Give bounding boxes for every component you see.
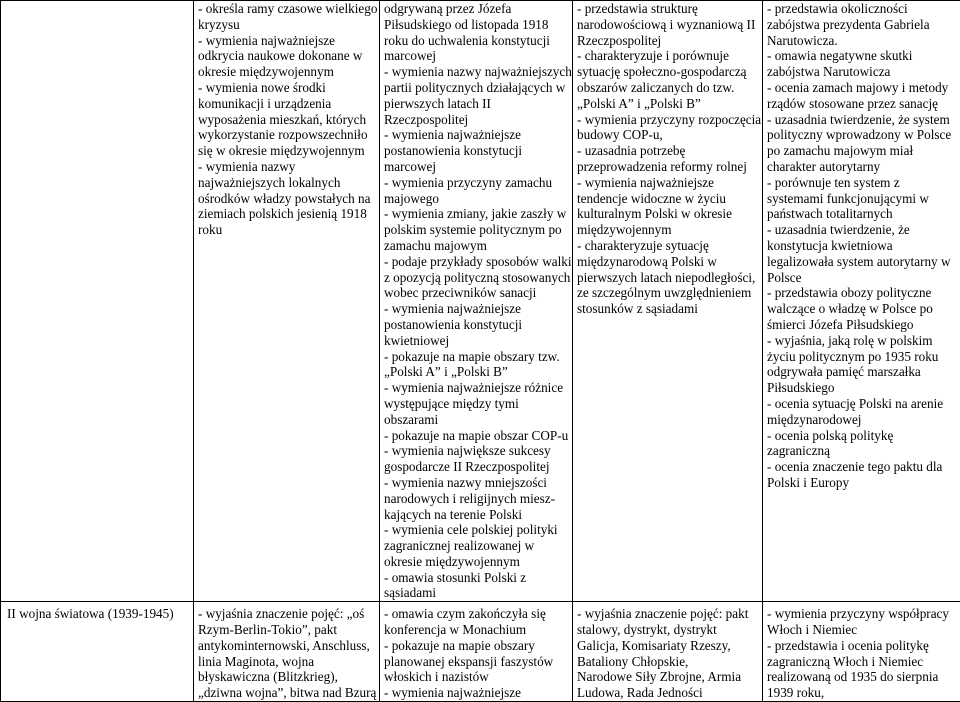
text-line: polityczny wprowadzony w Polsce: [767, 127, 960, 143]
text-line: odgrywaną przez Józefa: [384, 1, 572, 17]
text-line: - charakteryzuje sytuację: [577, 238, 762, 254]
text-line: - ocenia polską politykę: [767, 428, 960, 444]
text-line: kwietniowej: [384, 333, 572, 349]
table-row: [1, 602, 960, 702]
text-line: kających na terenie Polski: [384, 507, 572, 523]
text-line: systemami funkcjonującymi w: [767, 191, 960, 207]
text-line: - ocenia zamach majowy i metody: [767, 80, 960, 96]
period-label: II wojna światowa (1939-1945): [5, 606, 174, 621]
text-line: wyposażenia mieszkań, których: [198, 112, 379, 128]
text-line: partii politycznych działających w: [384, 80, 572, 96]
text-line: tendencje widoczne w życiu: [577, 191, 762, 207]
text-line: śmierci Józefa Piłsudskiego: [767, 317, 960, 333]
text-line: - wymienia nazwy najważniejszych: [384, 64, 572, 80]
text-line: komunikacji i urządzenia: [198, 96, 379, 112]
text-line: - wymienia najważniejsze: [384, 685, 572, 701]
requirement-cell: [194, 1, 380, 602]
text-line: wykorzystanie rozpowszechniło: [198, 127, 379, 143]
period-label: [5, 1, 7, 16]
text-line: - wymienia najważniejsze: [384, 127, 572, 143]
text-line: planowanej ekspansji faszystów: [384, 654, 572, 670]
text-line: roku do uchwalenia konstytucji: [384, 33, 572, 49]
text-line: przeprowadzenia reformy rolnej: [577, 159, 762, 175]
text-line: po zamachu majowym miał: [767, 143, 960, 159]
text-line: zagraniczną Włoch i Niemiec: [767, 654, 960, 670]
text-line: włoskich i nazistów: [384, 669, 572, 685]
text-line: państwach totalitarnych: [767, 206, 960, 222]
text-line: narodowych i religijnych miesz-: [384, 491, 572, 507]
text-line: międzywojennym: [577, 222, 762, 238]
text-line: - przedstawia obozy polityczne: [767, 285, 960, 301]
text-line: - wyjaśnia znaczenie pojęć: pakt: [577, 606, 762, 622]
text-line: - przedstawia i ocenia politykę: [767, 638, 960, 654]
text-line: 1939 roku,: [767, 685, 960, 701]
text-line: „dziwna wojna”, bitwa nad Bzurą: [198, 685, 379, 701]
text-line: linia Maginota, wojna: [198, 654, 379, 670]
text-line: sytuację społeczno-gospodarczą: [577, 64, 762, 80]
requirement-cell: [380, 1, 573, 602]
text-line: „Polski A” i „Polski B”: [577, 96, 762, 112]
text-line: postanowienia konstytucji: [384, 143, 572, 159]
text-line: budowy COP-u,: [577, 127, 762, 143]
text-line: Bataliony Chłopskie,: [577, 654, 762, 670]
text-line: - wyjaśnia, jaką rolę w polskim: [767, 333, 960, 349]
text-line: roku: [198, 222, 379, 238]
text-line: majowego: [384, 191, 572, 207]
requirement-cell: [380, 602, 573, 702]
text-line: Rzeczpospolitej: [384, 112, 572, 128]
text-line: - wymienia najważniejsze: [577, 175, 762, 191]
text-line: - pokazuje na mapie obszar COP-u: [384, 428, 572, 444]
text-line: Ludowa, Rada Jedności: [577, 685, 762, 701]
text-line: realizowaną od 1935 do sierpnia: [767, 669, 960, 685]
text-line: międzynarodowej: [767, 412, 960, 428]
text-line: ze szczególnym uwzględnieniem: [577, 285, 762, 301]
text-line: - wymienia nowe środki: [198, 80, 379, 96]
requirement-cell: [573, 602, 763, 702]
text-line: kryzysu: [198, 17, 379, 33]
text-line: gospodarcze II Rzeczpospolitej: [384, 459, 572, 475]
text-line: pierwszych latach II: [384, 96, 572, 112]
text-line: charakter autorytarny: [767, 159, 960, 175]
text-line: Galicja, Komisariaty Rzeszy,: [577, 638, 762, 654]
text-line: rządów stosowane przez sanację: [767, 96, 960, 112]
text-line: - ocenia sytuację Polski na arenie: [767, 396, 960, 412]
text-line: międzynarodową Polski w: [577, 254, 762, 270]
text-line: - wymienia najważniejsze różnice: [384, 380, 572, 396]
text-line: - ocenia znaczenie tego paktu dla: [767, 459, 960, 475]
text-line: - podaje przykłady sposobów walki: [384, 254, 572, 270]
requirement-cell: [194, 602, 380, 702]
text-line: Rzeczpospolitej: [577, 33, 762, 49]
text-line: - wymienia najważniejsze: [198, 33, 379, 49]
text-line: - omawia stosunki Polski z: [384, 570, 572, 586]
text-line: - wymienia przyczyny zamachu: [384, 175, 572, 191]
text-line: - przedstawia okoliczności: [767, 1, 960, 17]
text-line: Włoch i Niemiec: [767, 622, 960, 638]
text-line: najważniejszych lokalnych: [198, 175, 379, 191]
text-line: marcowej: [384, 48, 572, 64]
text-line: - wymienia zmiany, jakie zaszły w: [384, 206, 572, 222]
text-line: wobec przeciwników sanacji: [384, 285, 572, 301]
text-line: walczące o władzę w Polsce po: [767, 301, 960, 317]
text-line: marcowej: [384, 159, 572, 175]
text-line: okresie międzywojennym: [384, 554, 572, 570]
text-line: - pokazuje na mapie obszary: [384, 638, 572, 654]
text-line: „Polski A” i „Polski B”: [384, 364, 572, 380]
text-line: zamachu majowym: [384, 238, 572, 254]
text-line: - omawia czym zakończyła się: [384, 606, 572, 622]
text-line: narodowościową i wyznaniową II: [577, 17, 762, 33]
table-row: [1, 1, 960, 602]
text-line: Polsce: [767, 270, 960, 286]
text-line: zagranicznej realizowanej w: [384, 538, 572, 554]
text-line: życiu politycznym po 1935 roku: [767, 349, 960, 365]
text-line: - wyjaśnia znaczenie pojęć: „oś: [198, 606, 379, 622]
text-line: obszarów zaliczanych do tzw.: [577, 80, 762, 96]
text-line: - wymienia cele polskiej polityki: [384, 522, 572, 538]
text-line: Piłsudskiego: [767, 380, 960, 396]
text-line: - wymienia największe sukcesy: [384, 443, 572, 459]
text-line: - wymienia nazwy: [198, 159, 379, 175]
text-line: błyskawiczna (Blitzkrieg),: [198, 669, 379, 685]
text-line: antykominternowski, Anschluss,: [198, 638, 379, 654]
text-line: - określa ramy czasowe wielkiego: [198, 1, 379, 17]
text-line: - omawia negatywne skutki: [767, 48, 960, 64]
text-line: obszarami: [384, 412, 572, 428]
text-line: Rzym-Berlin-Tokio”, pakt: [198, 622, 379, 638]
text-line: - uzasadnia twierdzenie, że: [767, 222, 960, 238]
text-line: - porównuje ten system z: [767, 175, 960, 191]
text-line: zagraniczną: [767, 443, 960, 459]
text-line: polskim systemie politycznym po: [384, 222, 572, 238]
text-line: Piłsudskiego od listopada 1918: [384, 17, 572, 33]
text-line: się w okresie międzywojennym: [198, 143, 379, 159]
text-line: - wymienia przyczyny rozpoczęcia: [577, 112, 762, 128]
text-line: postanowienia konstytucji: [384, 317, 572, 333]
requirement-cell: [573, 1, 763, 602]
requirement-cell: [763, 602, 960, 702]
text-line: - wymienia nazwy mniejszości: [384, 475, 572, 491]
text-line: - uzasadnia potrzebę: [577, 143, 762, 159]
text-line: - wymienia przyczyny współpracy: [767, 606, 960, 622]
text-line: z opozycją polityczną stosowanych: [384, 270, 572, 286]
period-cell: [1, 602, 194, 702]
text-line: - uzasadnia twierdzenie, że system: [767, 112, 960, 128]
period-cell: [1, 1, 194, 602]
text-line: sąsiadami: [384, 585, 572, 601]
text-line: - przedstawia strukturę: [577, 1, 762, 17]
text-line: Narodowe Siły Zbrojne, Armia: [577, 669, 762, 685]
text-line: konstytucja kwietniowa: [767, 238, 960, 254]
text-line: zabójstwa Narutowicza: [767, 64, 960, 80]
text-line: Narutowicza.: [767, 33, 960, 49]
text-line: stosunków z sąsiadami: [577, 301, 762, 317]
text-line: występujące między tymi: [384, 396, 572, 412]
text-line: - wymienia najważniejsze: [384, 301, 572, 317]
text-line: - charakteryzuje i porównuje: [577, 48, 762, 64]
text-line: zabójstwa prezydenta Gabriela: [767, 17, 960, 33]
text-line: odkrycia naukowe dokonane w: [198, 48, 379, 64]
text-line: Polski i Europy: [767, 475, 960, 491]
text-line: - pokazuje na mapie obszary tzw.: [384, 349, 572, 365]
text-line: legalizowała system autorytarny w: [767, 254, 960, 270]
text-line: konferencja w Monachium: [384, 622, 572, 638]
requirement-cell: [763, 1, 960, 602]
text-line: kulturalnym Polski w okresie: [577, 206, 762, 222]
text-line: ziemiach polskich jesienią 1918: [198, 206, 379, 222]
text-line: stalowy, dystrykt, dystrykt: [577, 622, 762, 638]
text-line: ośrodków władzy powstałych na: [198, 191, 379, 207]
text-line: odgrywała pamięć marszałka: [767, 364, 960, 380]
text-line: pierwszych latach niepodległości,: [577, 270, 762, 286]
text-line: okresie międzywojennym: [198, 64, 379, 80]
